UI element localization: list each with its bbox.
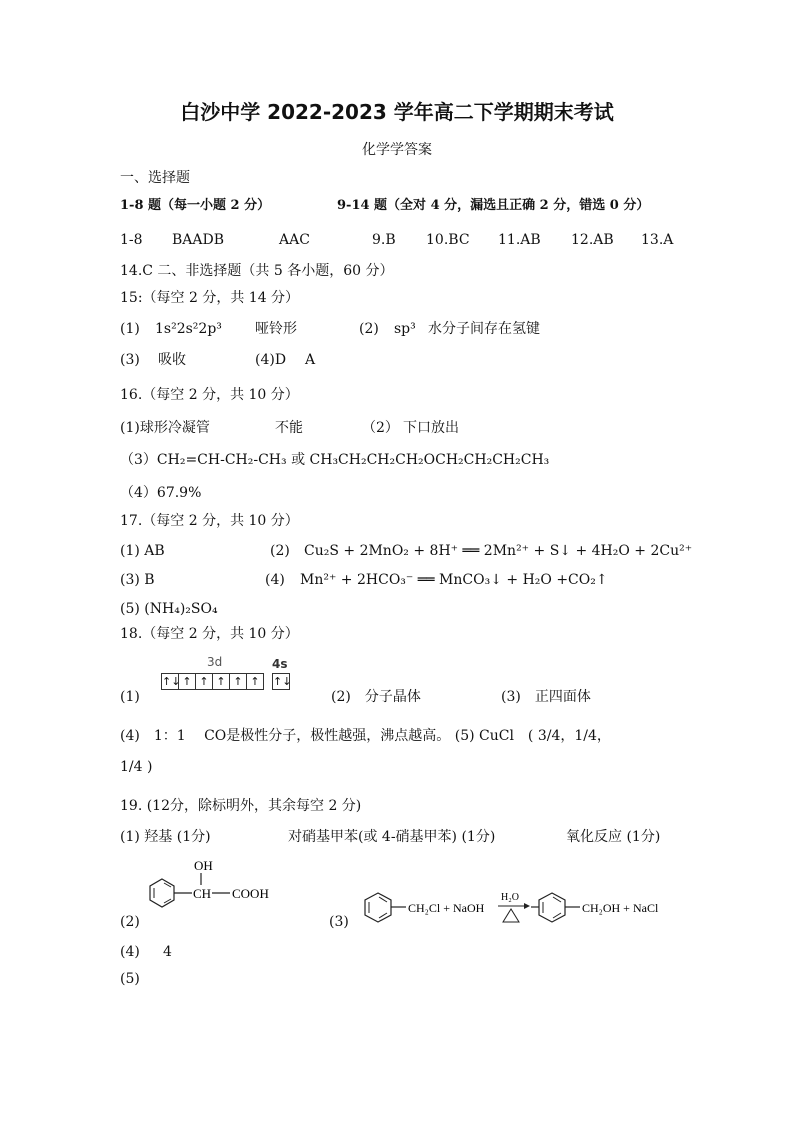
q18-heading: 18.（每空 2 分，共 10 分）	[120, 626, 299, 642]
orbital-box: ↑↓	[273, 675, 292, 688]
q19-part3-label: (3)	[329, 914, 349, 930]
page-subtitle: 化学学答案	[362, 142, 432, 158]
q18-part2-answer: (2) 分子晶体	[331, 689, 421, 705]
ch-label: CH	[193, 886, 212, 901]
q17-equation-1: Cu₂S + 2MnO₂ + 8H⁺ ══ 2Mn²⁺ + S↓ + 4H₂O + 2Cu²⁺	[304, 543, 693, 559]
orbital-diagram-3d	[161, 673, 264, 690]
answer-6-8: AAC	[279, 232, 310, 248]
q17-equation-2: Mn²⁺ + 2HCO₃⁻ ══ MnCO₃↓ + H₂O +CO₂↑	[300, 572, 608, 588]
q17-part3-answer: (3) B	[120, 572, 155, 588]
q16-part2-label: （2）	[362, 420, 399, 436]
answer-13: 13.A	[641, 232, 674, 248]
condition-label: H₂O	[501, 892, 519, 903]
q16-condenser: (1)球形冷凝管	[120, 420, 210, 436]
q17-part5-answer: (5) (NH₄)₂SO₄	[120, 601, 218, 617]
answer-10: 10.BC	[426, 232, 470, 248]
answer-11: 11.AB	[498, 232, 541, 248]
q16-yield: （4）67.9%	[120, 485, 202, 501]
q16-heading: 16.（每空 2 分，共 10 分）	[120, 387, 299, 403]
q18-part4-5-answer: (4) 1：1 CO是极性分子，极性越强，沸点越高。 (5) CuCl ( 3/4，1/4，	[120, 728, 611, 744]
orbital-box: ↑↓	[162, 675, 181, 688]
q15-absorb: 吸收	[158, 352, 186, 368]
orbital-box: ↑	[246, 673, 264, 690]
q17-part1-answer: (1) AB	[120, 543, 165, 559]
q15-part5-answer: A	[305, 352, 316, 368]
orbital-3d-label: 3d	[207, 655, 223, 669]
q15-heading: 15:（每空 2 分，共 14 分）	[120, 290, 300, 306]
q15-electron-config: 1s²2s²2p³	[155, 321, 222, 337]
q19-isomer-count: 4	[163, 944, 172, 960]
q19-oxidation: 氧化反应 (1分)	[566, 829, 661, 845]
hydroxyl-label: OH	[194, 858, 213, 873]
q19-heading: 19. (12分，除标明外，其余每空 2 分)	[120, 798, 362, 814]
orbital-box: ↑	[229, 673, 246, 690]
q17-part2-label: (2)	[270, 543, 290, 559]
answer-14-and-section2: 14.C 二、非选择题（共 5 各小题，60 分）	[120, 263, 394, 279]
q19-hydroxyl: (1) 羟基 (1分)	[120, 829, 211, 845]
orbital-box: ↑	[178, 673, 195, 690]
q15-part1-label: (1)	[120, 321, 140, 337]
answer-range-label: 1-8	[120, 232, 143, 248]
q19-nitrotoluene: 对硝基甲苯(或 4-硝基甲苯) (1分)	[288, 829, 496, 845]
scoring-rule-9-14: 9-14 题（全对 4 分，漏选且正确 2 分，错选 0 分）	[337, 198, 650, 213]
hydrolysis-reaction	[358, 885, 678, 935]
orbital-diagram-4s	[272, 673, 290, 690]
q16-drain-bottom: 下口放出	[403, 420, 459, 436]
scoring-rule-1-8: 1-8 题（每一小题 2 分）	[120, 198, 271, 213]
products-label: CH₂OH + NaCl	[582, 901, 659, 915]
reactants-label: CH₂Cl + NaOH	[408, 901, 485, 915]
orbital-box: ↑	[195, 673, 212, 690]
cooh-label: COOH	[232, 886, 269, 901]
q16-structures: （3）CH₂=CH-CH₂-CH₃ 或 CH₃CH₂CH₂CH₂OCH₂CH₂CH₂CH₃	[120, 452, 550, 468]
q15-hydrogen-bond-reason: 水分子间存在氢键	[428, 321, 540, 337]
q17-heading: 17.（每空 2 分，共 10 分）	[120, 513, 299, 529]
orbital-box: ↑	[212, 673, 229, 690]
answer-9: 9.B	[372, 232, 396, 248]
section-heading-choice: 一、选择题	[120, 170, 190, 186]
q19-part4-label: (4)	[120, 944, 140, 960]
q18-coordinates-end: 1/4 )	[120, 759, 153, 775]
q19-part2-label: (2)	[120, 914, 140, 930]
q15-orbital-shape: 哑铃形	[255, 321, 297, 337]
q15-part2-label: (2)	[359, 321, 379, 337]
q16-cannot: 不能	[275, 420, 303, 436]
q15-hybridization: sp³	[394, 321, 416, 337]
answer-12: 12.AB	[571, 232, 614, 248]
q15-part3-label: (3)	[120, 352, 140, 368]
q19-part5-label: (5)	[120, 971, 140, 987]
q18-part3-answer: (3) 正四面体	[501, 689, 591, 705]
answer-1-5: BAADB	[172, 232, 225, 248]
page-title: 白沙中学 2022-2023 学年高二下学期期末考试	[180, 100, 614, 124]
mandelic-acid-structure	[140, 855, 290, 925]
q18-part1-label: (1)	[120, 689, 140, 705]
q17-part4-label: (4)	[265, 572, 285, 588]
q15-part4-answer: (4)D	[255, 352, 287, 368]
orbital-4s-label: 4s	[272, 657, 288, 671]
